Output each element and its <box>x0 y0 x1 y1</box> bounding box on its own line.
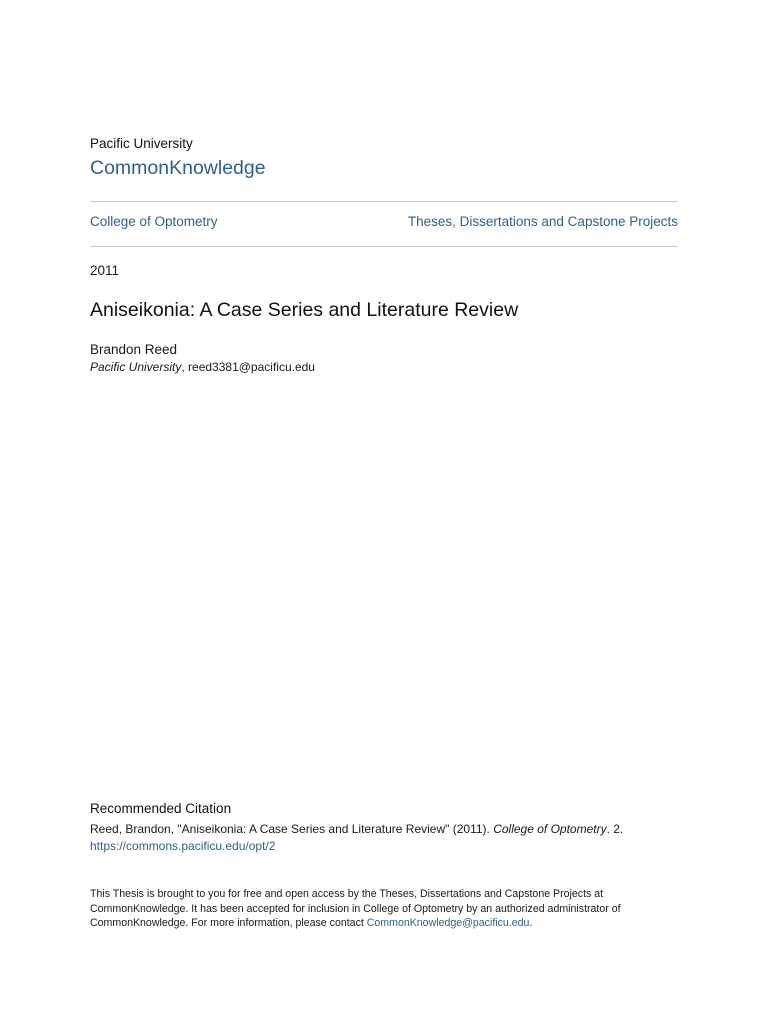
author-email: reed3381@pacificu.edu <box>188 360 315 374</box>
citation-text <box>90 821 678 855</box>
notice-end: . <box>529 917 533 930</box>
citation-url-link[interactable]: https://commons.pacificu.edu/opt/2 <box>90 839 276 853</box>
institution-name: Pacific University <box>90 136 193 151</box>
divider-top <box>90 201 678 202</box>
theses-collection-link[interactable]: Theses, Dissertations and Capstone Projects <box>407 214 678 229</box>
citation-journal: College of Optometry <box>493 822 607 836</box>
access-notice <box>90 887 678 931</box>
citation-text-end: . 2. <box>606 822 624 836</box>
document-title: Aniseikonia: A Case Series and Literature Review <box>90 299 519 321</box>
author-affiliation: Pacific University <box>90 360 182 374</box>
author-affiliation-line <box>90 360 315 374</box>
citation-heading: Recommended Citation <box>90 801 232 816</box>
document-page <box>90 0 678 1024</box>
citation-text-main: Reed, Brandon, "Aniseikonia: A Case Series and Literature Review" (2011). <box>90 822 494 836</box>
repository-link[interactable]: CommonKnowledge <box>90 157 266 179</box>
publication-year: 2011 <box>90 263 120 278</box>
college-of-optometry-link[interactable]: College of Optometry <box>90 214 218 229</box>
collection-links <box>90 214 678 229</box>
divider-bottom <box>90 246 678 247</box>
notice-text: This Thesis is brought to you for free and open access by the Theses, Dissertations and Capstone Projects at CommonKnowledge. It has been accepted for inclusion in College of Optometry by an authorized administrator of CommonKnowledge. For more information, please contact <box>90 888 621 930</box>
author-name: Brandon Reed <box>90 342 178 357</box>
contact-email-link[interactable]: CommonKnowledge@pacificu.edu <box>366 917 530 930</box>
author-email-separator: , <box>181 360 189 374</box>
